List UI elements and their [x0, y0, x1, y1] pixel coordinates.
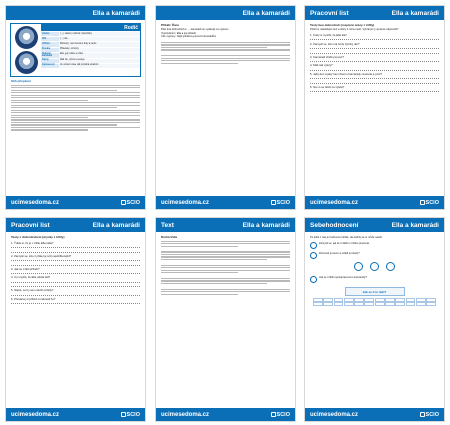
logo-icon — [420, 200, 425, 205]
scio-logo — [271, 200, 290, 206]
face-scale — [310, 262, 439, 272]
logo-text: SCIO — [126, 411, 140, 418]
card-row — [41, 47, 140, 52]
page-footer — [6, 196, 145, 209]
question: 6. Na co se těšíš na výletě? — [310, 84, 345, 89]
smiley-icon — [310, 242, 317, 249]
page-body — [6, 79, 145, 136]
page-header — [6, 218, 145, 232]
page-header — [305, 218, 444, 232]
page-body — [305, 20, 444, 98]
question: 2. Zamysli se, kdo má tvrdý fyzický dar? — [310, 41, 360, 46]
card-key: Nejlepší kamarádi — [41, 53, 59, 58]
footer-site: ucimesedoma.cz — [310, 199, 359, 206]
eval-item — [310, 242, 439, 249]
header-title: Ella a kamarádi — [92, 9, 140, 17]
page-header — [156, 6, 295, 20]
card-key: Věk — [41, 37, 59, 41]
card-row — [41, 52, 140, 58]
logo-text: SCIO — [126, 199, 140, 206]
card-row — [41, 31, 140, 36]
card-key: Jméno — [41, 32, 59, 36]
scio-logo — [420, 412, 439, 418]
page-6 — [304, 217, 445, 422]
scio-logo — [121, 200, 140, 206]
question: 5. Napiš, co by ses naučil od Elly? — [11, 288, 54, 293]
task-title: Texty s dobrodruhem (úryvky z trifily) — [11, 235, 65, 239]
page-5 — [155, 217, 296, 422]
question: 3. Jak se ti líbil příběh? — [11, 266, 40, 271]
sad-face-icon[interactable] — [386, 262, 395, 271]
character-card — [10, 23, 141, 77]
logo-icon — [121, 412, 126, 417]
character-table — [41, 24, 140, 76]
logo-icon — [271, 200, 276, 205]
footer-site: ucimesedoma.cz — [11, 411, 60, 418]
header-title: Ella a kamarádi — [242, 9, 290, 17]
logo-icon — [271, 412, 276, 417]
intro-line: Cíle výpravy: Najít poklad a pomoct kamarádům — [161, 35, 217, 39]
question: 6. Přestavuj si příběh a nakresli ho? — [11, 297, 56, 302]
footer-site: ucimesedoma.cz — [161, 411, 210, 418]
card-title: Rodič — [41, 24, 140, 31]
card-key: Povaha — [41, 48, 59, 52]
card-key: Zájmy — [41, 59, 59, 63]
eval-text: Rozuměl jsi textu a zvládl jsi úkoly? — [319, 252, 360, 256]
card-value: Mohutný, nosí červené boty a vestu — [59, 42, 140, 46]
page-footer — [305, 408, 444, 421]
page-header — [305, 6, 444, 20]
card-row — [41, 36, 140, 41]
card-value: Ella, její rodiče a učitel — [59, 53, 140, 58]
page-body — [156, 232, 295, 300]
page-2 — [155, 5, 296, 210]
footer-site: ucimesedoma.cz — [161, 199, 210, 206]
card-row — [41, 63, 140, 68]
page-footer — [305, 196, 444, 209]
character-images — [11, 24, 41, 76]
question: 4. Máš rád výlety? — [310, 63, 333, 68]
question: 2. Zamysli se, kdo z přátel je tvůj nejoblíbenější? — [11, 253, 72, 258]
page-body — [156, 20, 295, 69]
character-image-top — [15, 26, 38, 49]
page-header — [6, 6, 145, 20]
header-left: Pracovní list — [11, 221, 50, 229]
header-left: Pracovní list — [310, 9, 349, 17]
eval-box: Jak se ti to daří? — [345, 287, 405, 296]
card-key: Zajímavosti — [41, 64, 59, 68]
scio-logo — [420, 200, 439, 206]
question: 3. Kamarádi chtěli pomoct? — [310, 54, 344, 59]
page-body — [6, 232, 145, 310]
question: 5. Jaký den a jaký čas chceš s kamarády cestovat a proč? — [310, 71, 383, 76]
text-title: Druhá třída — [161, 235, 178, 239]
question: 1. Ťukla si, že je v trifile Ella ráda? — [11, 240, 54, 245]
header-left: Text — [161, 221, 174, 229]
logo-text: SCIO — [425, 411, 439, 418]
question: 4. Co myslíš, že Ella udělá dál? — [11, 275, 51, 280]
task-title: Texty beu dobrodruh (rozpisné úrazy z trifily) — [310, 23, 375, 27]
header-left: Sebehodnocení — [310, 221, 359, 229]
page-footer — [156, 408, 295, 421]
scio-logo — [121, 412, 140, 418]
logo-icon — [121, 200, 126, 205]
header-title: Ella a kamarádi — [242, 221, 290, 229]
page-header — [156, 218, 295, 232]
eval-item — [310, 276, 439, 283]
question: 1. Kudy si myslíš, že Ella šla? — [310, 33, 347, 37]
eval-lead: Po kolik z nás je hodnocení těžké, ale každý se to může naučit. — [310, 236, 383, 239]
logo-text: SCIO — [425, 199, 439, 206]
header-title: Ella a kamarádi — [92, 221, 140, 229]
neutral-face-icon[interactable] — [370, 262, 379, 271]
card-value: Přátelský, ochotný — [59, 48, 140, 52]
happy-face-icon[interactable] — [354, 262, 363, 271]
eval-item — [310, 252, 439, 259]
intro-line: Plán koa dobrodružnu: ... kamarádi se vydávají na výpravu — [161, 28, 229, 32]
page-body — [305, 232, 444, 312]
card-row — [41, 58, 140, 63]
story-title: Příběh: Ďaru — [161, 23, 180, 27]
scio-logo — [271, 412, 290, 418]
eval-text: Jak se ti líbilo spolupracovat s kamarády? — [319, 275, 368, 279]
footer-site: ucimesedoma.cz — [11, 199, 60, 206]
logo-text: SCIO — [276, 411, 290, 418]
eval-grid — [313, 298, 436, 307]
character-image-bottom — [15, 51, 38, 74]
task-lead: Přečti si následující text a úlohy k němu splň. Vybral jsi ty správné odpovědi? — [310, 28, 399, 32]
section-title: Stíh přicpkom — [11, 79, 32, 83]
card-value: (...), vlastní, rodinná i přezdívky — [59, 32, 140, 36]
logo-text: SCIO — [276, 199, 290, 206]
page-4 — [5, 217, 146, 422]
card-key: Vzhled — [41, 42, 59, 46]
page-3 — [304, 5, 445, 210]
header-title: Ella a kamarádi — [391, 9, 439, 17]
intro-line: Vypravěčem: Ella a její přátelé — [161, 31, 196, 35]
card-value: Rád čte, zpívá a cestuje — [59, 59, 140, 63]
card-value: (...) rok... — [59, 37, 140, 41]
eval-text: Zamysli se, jak se ti dařilo s trifilou pracovat. — [319, 242, 370, 246]
page-footer — [6, 408, 145, 421]
card-row — [41, 41, 140, 46]
smiley-icon — [310, 252, 317, 259]
page-1 — [5, 5, 146, 210]
card-value: Ve volném čase rád pomáhá ostatním — [59, 64, 140, 68]
page-footer — [156, 196, 295, 209]
smiley-icon — [310, 276, 317, 283]
logo-icon — [420, 412, 425, 417]
header-title: Ella a kamarádi — [391, 221, 439, 229]
footer-site: ucimesedoma.cz — [310, 411, 359, 418]
